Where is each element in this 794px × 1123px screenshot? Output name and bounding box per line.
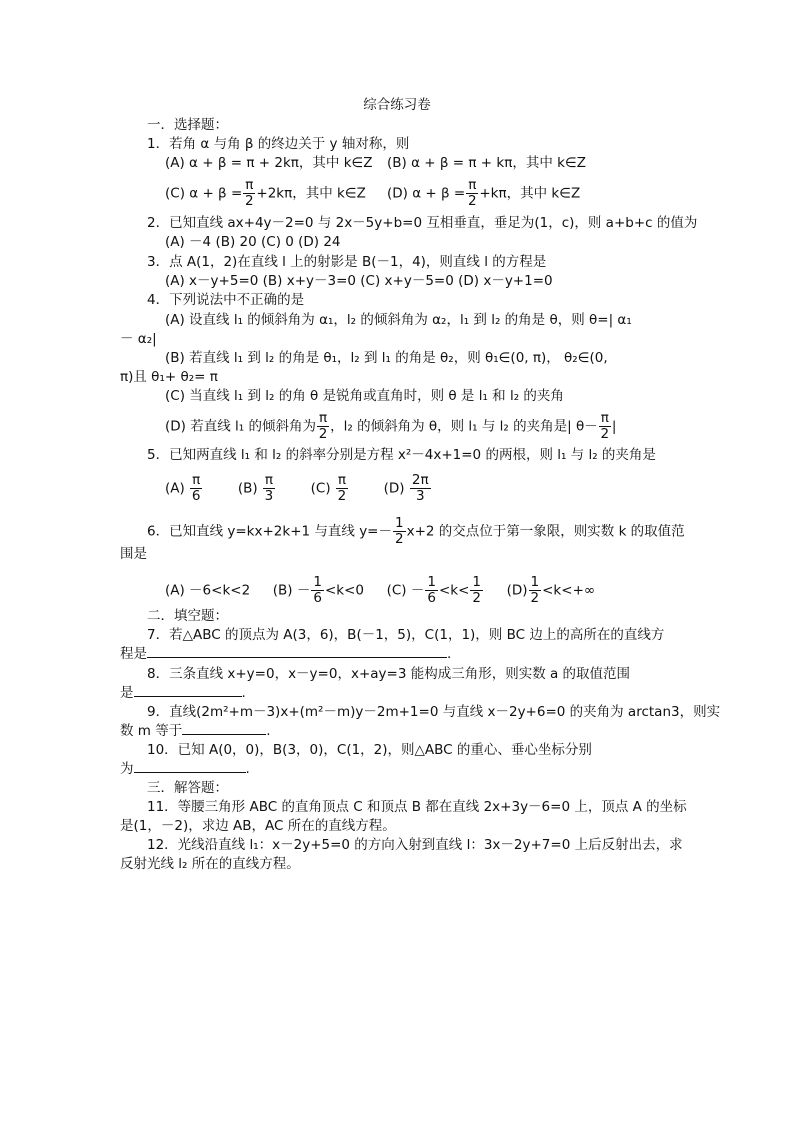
question-7-cont: 程是 . xyxy=(120,646,452,662)
question-10-cont: 为 . xyxy=(120,761,250,777)
fraction: $\frac{\pi}{2}$ xyxy=(337,472,347,504)
q1-option-c: (C) α + β = $\frac{\pi}{2}$ +2kπ，其中 k∈Z xyxy=(165,177,366,209)
q4-option-d: (D) 若直线 l₁ 的倾斜角为 $\frac{\pi}{2}$ ，l₂ 的倾斜角为 θ，则 l₁ 与 l₂ 的夹角是| θ－ $\frac{\pi}{2}$ | xyxy=(165,410,617,442)
fraction: $\frac{1}{2}$ xyxy=(530,574,540,606)
question-10: 10．已知 A(0，0)，B(3，0)，C(1，2)，则△ABC 的重心、垂心坐标分别 xyxy=(147,742,592,758)
q2-options: (A) －4 (B) 20 (C) 0 (D) 24 xyxy=(165,234,341,250)
page-title: 综合练习卷 xyxy=(363,97,431,113)
question-4: 4．下列说法中不正确的是 xyxy=(147,292,305,308)
question-6: 6．已知直线 y=kx+2k+1 与直线 y=－ $\frac{1}{2}$ x+2 的交点位于第一象限，则实数 k 的取值范 xyxy=(147,515,685,547)
fraction: $\frac{\pi}{2}$ xyxy=(600,410,610,442)
question-7: 7．若△ABC 的顶点为 A(3，6)，B(－1，5)，C(1，1)，则 BC 边上的高所在的直线方 xyxy=(147,627,665,643)
answer-blank xyxy=(182,722,266,735)
q4-option-b-cont: π)且 θ₁+ θ₂= π xyxy=(120,369,218,385)
fraction: $\frac{1}{2}$ xyxy=(395,515,404,547)
question-9-cont: 数 m 等于 . xyxy=(120,723,271,739)
question-11-cont: 是(1，－2)，求边 AB，AC 所在的直线方程。 xyxy=(120,818,396,834)
section-heading-solve: 三．解答题： xyxy=(147,780,228,796)
section-heading-choice: 一．选择题： xyxy=(147,117,228,133)
q4-option-a-cont: － α₂| xyxy=(120,331,157,347)
question-3: 3．点 A(1，2)在直线 l 上的射影是 B(－1，4)，则直线 l 的方程是 xyxy=(147,254,547,270)
answer-blank xyxy=(134,684,242,697)
question-2: 2．已知直线 ax+4y－2=0 与 2x－5y+b=0 互相垂直，垂足为(1，c)，则 a+b+c 的值为 xyxy=(147,215,698,231)
fraction: $\frac{2\pi}{3}$ xyxy=(411,472,429,504)
question-6-cont: 围是 xyxy=(120,546,147,562)
fraction: $\frac{\pi}{6}$ xyxy=(191,472,201,504)
q5-options: (A) $\frac{\pi}{6}$ (B) $\frac{\pi}{3}$ (C) $\frac{\pi}{2}$ (D) $\frac{2\pi}{3}$ xyxy=(165,472,429,504)
question-12-cont: 反射光线 l₂ 所在的直线方程。 xyxy=(120,856,300,872)
fraction: $\frac{\pi}{2}$ xyxy=(245,177,254,209)
answer-blank xyxy=(147,645,447,658)
answer-blank xyxy=(134,760,246,773)
fraction: $\frac{1}{2}$ xyxy=(472,574,481,606)
q1-option-b: (B) α + β = π + kπ，其中 k∈Z xyxy=(387,155,586,171)
q1-option-a: (A) α + β = π + 2kπ，其中 k∈Z xyxy=(165,155,373,171)
question-12: 12．光线沿直线 l₁：x－2y+5=0 的方向入射到直线 l：3x－2y+7=0 上后反射出去，求 xyxy=(147,837,683,853)
q4-option-c: (C) 当直线 l₁ 到 l₂ 的角 θ 是锐角或直角时，则 θ 是 l₁ 和 l₂ 的夹角 xyxy=(165,388,564,404)
q6-options: (A) －6<k<2 (B) － $\frac{1}{6}$ <k<0 (C) － $\frac{1}{6}$ <k< $\frac{1}{2}$ (D) $\frac{1}{2}$ <k<+∞ xyxy=(165,574,596,606)
q1-option-d: (D) α + β = $\frac{\pi}{2}$ +kπ，其中 k∈Z xyxy=(387,177,581,209)
q3-options: (A) x－y+5=0 (B) x+y－3=0 (C) x+y－5=0 (D) x－y+1=0 xyxy=(165,273,553,289)
fraction: $\frac{1}{6}$ xyxy=(313,574,322,606)
question-11: 11．等腰三角形 ABC 的直角顶点 C 和顶点 B 都在直线 2x+3y－6=0 上，顶点 A 的坐标 xyxy=(147,799,687,815)
question-5: 5．已知两直线 l₁ 和 l₂ 的斜率分别是方程 x²－4x+1=0 的两根，则 l₁ 与 l₂ 的夹角是 xyxy=(147,447,656,463)
q4-option-b: (B) 若直线 l₁ 到 l₂ 的角是 θ₁，l₂ 到 l₁ 的角是 θ₂，则 θ₁∈(0, π)， θ₂∈(0, xyxy=(165,350,608,366)
question-1: 1．若角 α 与角 β 的终边关于 y 轴对称，则 xyxy=(147,136,410,152)
question-8: 8．三条直线 x+y=0，x－y=0，x+ay=3 能构成三角形，则实数 a 的取值范围 xyxy=(147,666,631,682)
question-8-cont: 是 . xyxy=(120,685,246,701)
fraction: $\frac{\pi}{2}$ xyxy=(468,177,477,209)
fraction: $\frac{\pi}{3}$ xyxy=(264,472,274,504)
fraction: $\frac{1}{6}$ xyxy=(427,574,436,606)
question-9: 9．直线(2m²+m－3)x+(m²－m)y－2m+1=0 与直线 x－2y+6=0 的夹角为 arctan3，则实 xyxy=(147,704,721,720)
q4-option-a: (A) 设直线 l₁ 的倾斜角为 α₁，l₂ 的倾斜角为 α₂，l₁ 到 l₂ 的角是 θ，则 θ=| α₁ xyxy=(165,312,632,328)
section-heading-fill: 二．填空题： xyxy=(147,608,228,624)
fraction: $\frac{\pi}{2}$ xyxy=(318,410,328,442)
